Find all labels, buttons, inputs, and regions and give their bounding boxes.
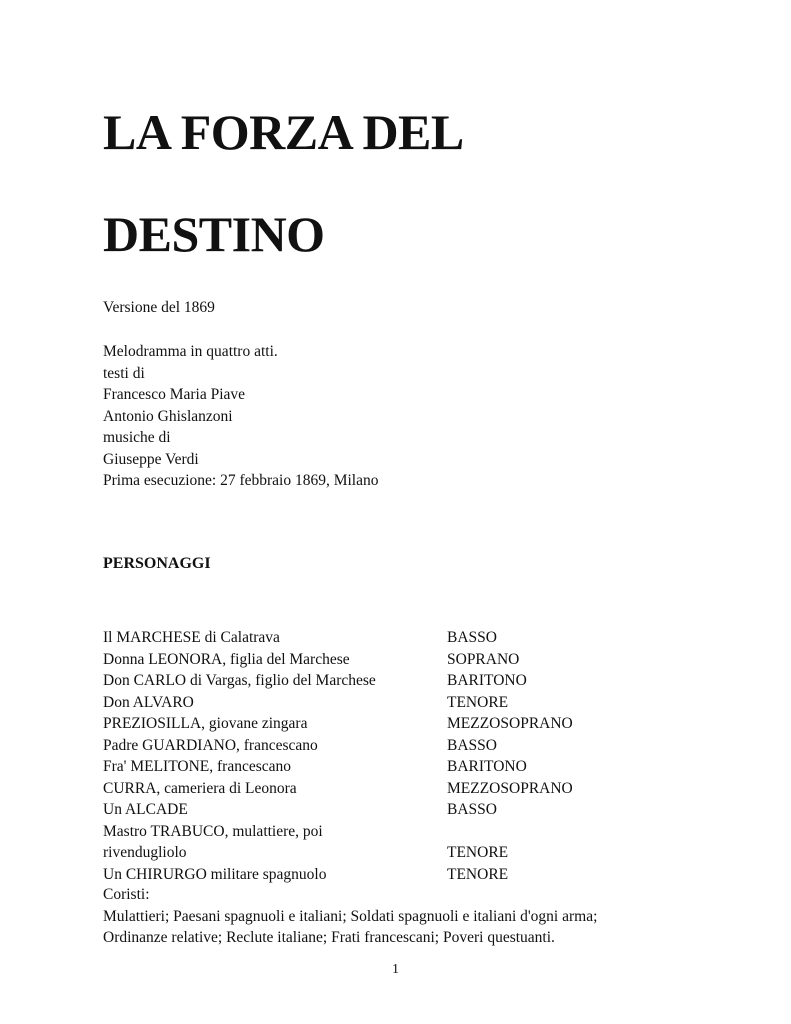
cast-row	[103, 649, 703, 671]
cast-voice: SOPRANO	[447, 650, 520, 668]
choristers-label: Coristi:	[103, 886, 150, 903]
cast-row	[103, 627, 703, 649]
cast-voice: MEZZOSOPRANO	[447, 715, 573, 732]
cast-row	[103, 778, 703, 800]
cast-voice: TENORE	[447, 693, 509, 711]
cast-voice: TENORE	[447, 865, 509, 883]
info-line: Prima esecuzione: 27 febbraio 1869, Milano	[103, 472, 379, 489]
cast-voice: TENORE	[447, 844, 509, 861]
cast-role: Don ALVARO	[103, 693, 194, 711]
cast-role: Mastro TRABUCO, mulattiere, poi	[103, 822, 323, 840]
cast-voice	[447, 821, 703, 843]
cast-role: PREZIOSILLA, giovane zingara	[103, 715, 308, 732]
info-line: Melodramma in quattro atti.	[103, 343, 278, 360]
cast-row	[103, 821, 703, 843]
work-info	[103, 341, 378, 492]
choristers-line: Ordinanze relative; Reclute italiane; Frati francescani; Poveri questuanti.	[103, 929, 555, 946]
cast-role: Un ALCADE	[103, 801, 188, 818]
info-line: Antonio Ghislanzoni	[103, 407, 233, 425]
info-line: Francesco Maria Piave	[103, 386, 246, 403]
cast-row	[103, 756, 703, 778]
cast-role: Un CHIRURGO militare spagnuolo	[103, 865, 327, 883]
cast-row	[103, 864, 703, 886]
cast-row	[103, 692, 703, 714]
cast-voice: BASSO	[447, 629, 497, 646]
cast-row	[103, 670, 703, 692]
cast-voice: BARITONO	[447, 758, 527, 775]
cast-role: Don CARLO di Vargas, figlio del Marchese	[103, 672, 376, 689]
cast-role: CURRA, cameriera di Leonora	[103, 779, 297, 797]
cast-role: rivendugliolo	[103, 844, 187, 861]
cast-row	[103, 799, 703, 821]
cast-row	[103, 713, 703, 735]
cast-role: Padre GUARDIANO, francescano	[103, 736, 318, 754]
title-line-2: DESTINO	[103, 206, 325, 262]
page-number: 1	[392, 962, 399, 977]
cast-role: Donna LEONORA, figlia del Marchese	[103, 650, 350, 668]
info-line: musiche di	[103, 429, 171, 446]
cast-voice: BASSO	[447, 801, 497, 818]
cast-row	[103, 735, 703, 757]
cast-row	[103, 842, 703, 864]
cast-voice: BARITONO	[447, 672, 527, 689]
info-line: testi di	[103, 364, 145, 382]
cast-table	[103, 627, 703, 885]
info-line: Giuseppe Verdi	[103, 450, 199, 468]
choristers-block	[103, 884, 597, 949]
title-line-1: LA FORZA DEL	[103, 104, 464, 160]
cast-voice: BASSO	[447, 736, 497, 754]
section-heading-personaggi: PERSONAGGI	[103, 555, 211, 572]
cast-role: Il MARCHESE di Calatrava	[103, 629, 280, 646]
cast-voice: MEZZOSOPRANO	[447, 779, 573, 797]
cast-role: Fra' MELITONE, francescano	[103, 758, 292, 775]
version-note: Versione del 1869	[103, 299, 215, 316]
choristers-line: Mulattieri; Paesani spagnuoli e italiani; Soldati spagnuoli e italiani d'ogni arma;	[103, 907, 598, 925]
